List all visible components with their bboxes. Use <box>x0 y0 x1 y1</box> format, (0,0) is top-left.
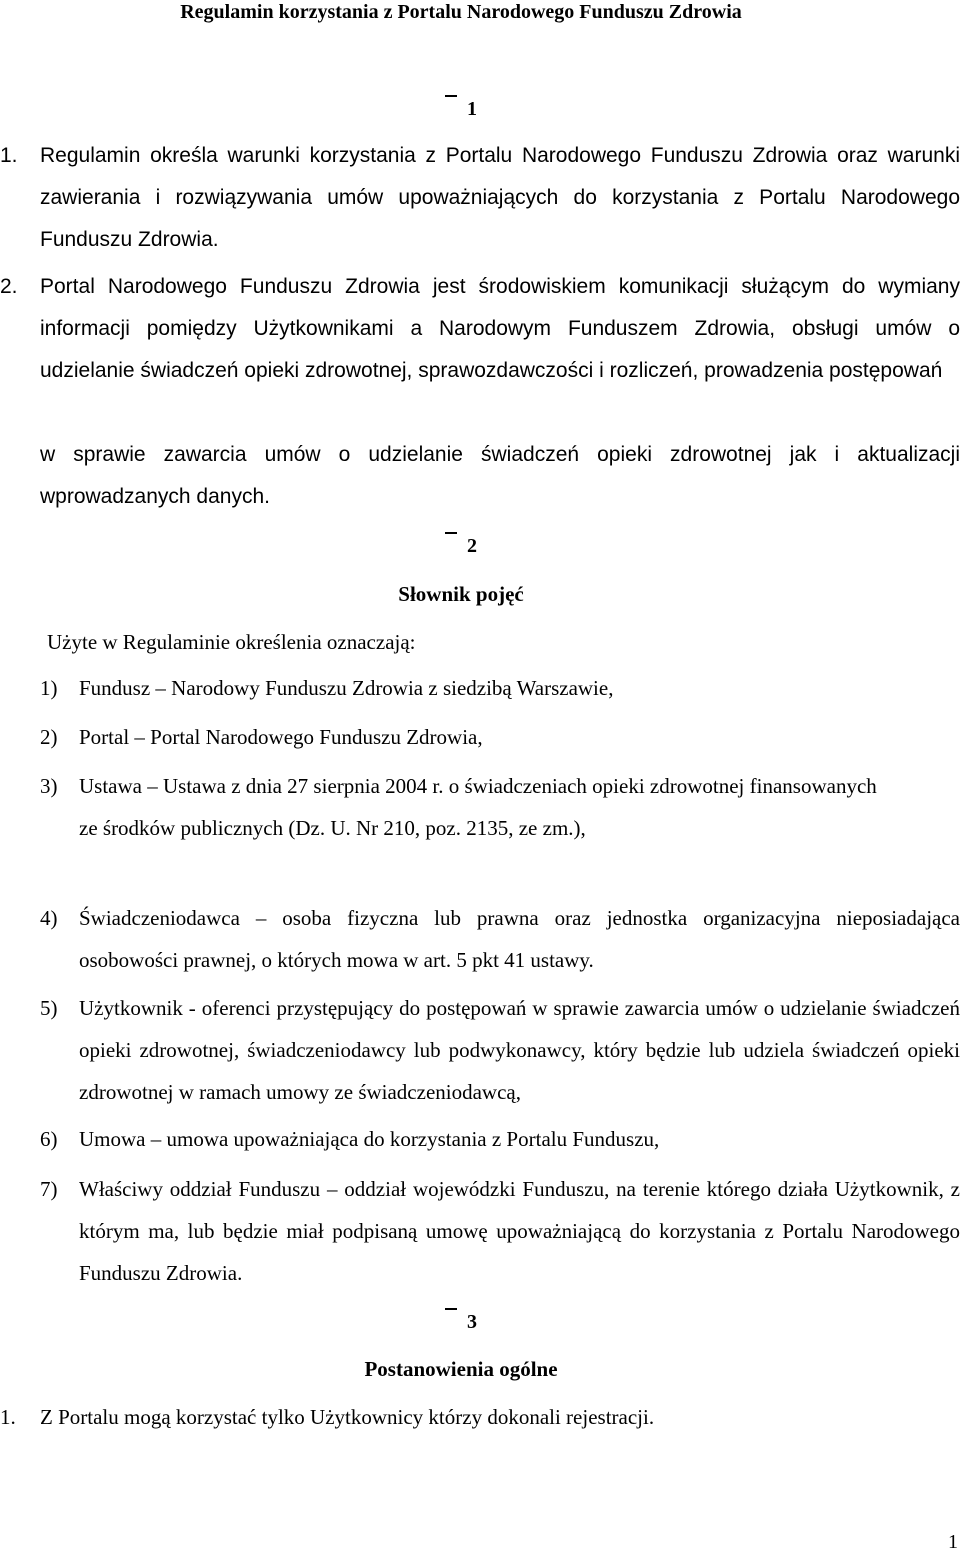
definition-number: 3) <box>40 774 58 798</box>
page-number: 1 <box>948 1531 958 1553</box>
section-number: 2 <box>467 535 477 557</box>
definition-text: Świadczeniodawca – osoba fizyczna lub prawna oraz jednostka organizacyjna nieposiadająca osobowości prawnej, o których mowa w art. 5 pkt 41 ustawy. <box>79 906 960 972</box>
definition-item <box>40 1118 960 1160</box>
section-number: 1 <box>467 98 477 120</box>
definition-text: Umowa – umowa upoważniająca do korzystania z Portalu Funduszu, <box>79 1127 660 1151</box>
definition-item <box>40 1168 960 1294</box>
definition-item <box>40 667 960 709</box>
definition-item <box>40 765 960 849</box>
section-number: 3 <box>467 1311 477 1333</box>
definition-number: 1) <box>40 676 58 700</box>
section-sign-icon <box>445 1312 455 1336</box>
paragraph-text: Z Portalu mogą korzystać tylko Użytkownicy którzy dokonali rejestracji. <box>40 1405 655 1429</box>
definition-number: 5) <box>40 996 58 1020</box>
section-sign-icon <box>445 99 455 123</box>
document-title: Regulamin korzystania z Portalu Narodowego Funduszu Zdrowia <box>180 1 742 23</box>
section-1-marker <box>0 95 922 123</box>
section-sign-icon <box>445 536 455 560</box>
definition-text: Fundusz – Narodowy Funduszu Zdrowia z siedzibą Warszawie, <box>79 676 614 700</box>
definition-number: 4) <box>40 906 58 930</box>
definition-text: Użytkownik - oferenci przystępujący do postępowań w sprawie zawarcia umów o udzielanie świadczeń opieki zdrowotnej, świadczeniodawcy lub podwykonawcy, który będzie lub udziela świadczeń opieki zdrowotnej w ramach umowy ze świadczeniodawcą, <box>79 996 960 1104</box>
paragraph-text: Regulamin określa warunki korzystania z Portalu Narodowego Funduszu Zdrowia oraz warunki zawierania i rozwiązywania umów upoważniających do korzystania z Portalu Narodowego Funduszu Zdrowia. <box>40 144 960 251</box>
definition-text: Portal – Portal Narodowego Funduszu Zdrowia, <box>79 725 483 749</box>
section-2-marker <box>0 532 922 560</box>
paragraph-text: Portal Narodowego Funduszu Zdrowia jest środowiskiem komunikacji służącym do wymiany informacji pomiędzy Użytkownikami a Narodowym Funduszem Zdrowia, obsługi umów o udzielanie świadczeń opieki zdrowotnej, sprawozdawczości i rozliczeń, prowadzenia postępowań <box>40 275 960 382</box>
definition-number: 2) <box>40 725 58 749</box>
definition-text: Ustawa – Ustawa z dnia 27 sierpnia 2004 r. o świadczeniach opieki zdrowotnej finansowanych <box>79 774 877 798</box>
section-2-heading: Słownik pojęć <box>398 582 524 606</box>
paragraph-number: 1. <box>0 144 18 167</box>
definition-item <box>40 987 960 1113</box>
definition-item <box>40 716 960 758</box>
definition-item <box>40 897 960 981</box>
definition-text: Właściwy oddział Funduszu – oddział wojewódzki Funduszu, na terenie którego działa Użytkownik, z którym ma, lub będzie miał podpisaną umowę upoważniającą do korzystania z Portalu Narodowego Funduszu Zdrowia. <box>79 1177 960 1285</box>
definition-text-continued: ze środków publicznych (Dz. U. Nr 210, poz. 2135, ze zm.), <box>79 816 586 840</box>
paragraph-number: 2. <box>0 275 18 298</box>
section-3-marker <box>0 1308 922 1336</box>
paragraph-number: 1. <box>0 1405 16 1429</box>
paragraph-text-continued: w sprawie zawarcia umów o udzielanie świadczeń opieki zdrowotnej jak i aktualizacji wprowadzanych danych. <box>40 443 960 508</box>
definition-number: 6) <box>40 1127 58 1151</box>
definition-number: 7) <box>40 1177 58 1201</box>
definitions-intro: Użyte w Regulaminie określenia oznaczają: <box>47 630 416 654</box>
section-3-heading: Postanowienia ogólne <box>364 1357 558 1381</box>
